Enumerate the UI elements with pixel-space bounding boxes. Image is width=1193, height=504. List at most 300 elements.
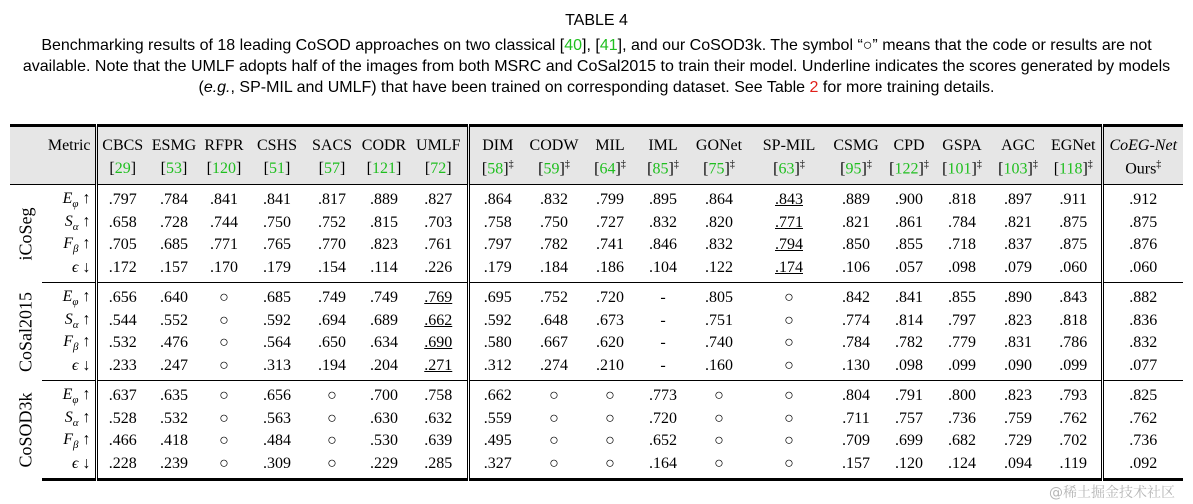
method-name: CSMG [828, 126, 884, 158]
method-ref-number: 101 [947, 160, 972, 178]
method-ref: [121] [358, 157, 410, 185]
score-cell: .794 [775, 236, 803, 254]
score-cell: ○ [784, 311, 794, 329]
score-cell: .805 [705, 289, 733, 307]
score-cell: .313 [248, 355, 306, 381]
score-cell: .106 [828, 257, 884, 283]
score-cell: .530 [370, 432, 398, 450]
arrow-up-icon: ↑ [82, 235, 91, 253]
metric-symbol: F [63, 431, 74, 449]
score-cell: .226 [410, 257, 468, 283]
metric-symbol: E [62, 288, 73, 306]
score-cell: .247 [148, 355, 200, 381]
score-cell: .815 [370, 213, 398, 231]
score-cell: ○ [219, 409, 229, 427]
score-cell: .793 [1059, 387, 1088, 405]
score-cell: .484 [263, 432, 291, 450]
score-cell: .271 [410, 355, 468, 381]
method-ref: [29] [96, 157, 148, 185]
score-cell: ○ [549, 432, 559, 450]
score-cell: ○ [688, 453, 750, 480]
table-caption-body [10, 35, 1183, 98]
ours-score-cell: .882 [1102, 283, 1183, 310]
metric-subscript: φ [72, 296, 79, 309]
score-cell: .090 [990, 355, 1046, 381]
score-cell: .727 [596, 213, 624, 231]
score-cell: .841 [210, 191, 238, 209]
score-cell: .832 [705, 236, 733, 254]
score-cell: .060 [1046, 257, 1102, 283]
dagger-mark: ‡ [976, 159, 982, 171]
score-cell: .694 [318, 311, 346, 329]
score-cell: .656 [263, 387, 291, 405]
metric-label [42, 408, 96, 431]
metric-label [42, 283, 96, 310]
metric-subscript: α [72, 220, 79, 233]
table-row [10, 234, 1183, 257]
table-row [10, 453, 1183, 480]
score-cell: .762 [1059, 409, 1088, 427]
dagger-mark: ‡ [729, 159, 735, 171]
table-row [10, 381, 1183, 408]
score-cell: .418 [160, 432, 188, 450]
method-ref-number: 63 [778, 160, 795, 178]
score-cell: .752 [318, 213, 346, 231]
score-cell: .685 [263, 289, 291, 307]
metric-label [42, 212, 96, 235]
method-ref-number: 75 [708, 160, 725, 178]
score-cell: .652 [649, 432, 677, 450]
dagger-mark: ‡ [923, 159, 929, 171]
dataset-label: CoSOD3k [15, 392, 36, 468]
caption-text: Benchmarking results of 18 leading CoSOD approaches on two classical [ [41, 37, 565, 54]
score-cell: .620 [596, 334, 624, 352]
score-cell: .720 [596, 289, 624, 307]
score-cell: .823 [370, 236, 398, 254]
score-cell: .855 [895, 236, 923, 254]
score-cell: .703 [424, 213, 453, 231]
benchmark-table-wrapper [10, 124, 1183, 481]
score-cell: .685 [160, 236, 188, 254]
score-cell: .709 [842, 432, 870, 450]
method-ref-number: 58 [487, 160, 504, 178]
ours-label: Ours [1125, 160, 1157, 178]
score-cell: .632 [424, 409, 453, 427]
score-cell: .846 [649, 236, 677, 254]
score-cell: .832 [649, 213, 677, 231]
score-cell: .821 [842, 213, 870, 231]
score-cell: .799 [596, 191, 624, 209]
score-cell: .635 [160, 387, 188, 405]
score-cell: .099 [1046, 355, 1102, 381]
score-cell: .821 [1004, 213, 1032, 231]
ours-score-cell: .876 [1102, 234, 1183, 257]
table-row [10, 257, 1183, 283]
score-cell: .229 [358, 453, 410, 480]
metric-label [42, 257, 96, 283]
score-cell: ○ [219, 334, 229, 352]
score-cell: .750 [263, 213, 291, 231]
metric-label [42, 453, 96, 480]
method-ref-number: 85 [652, 160, 669, 178]
score-cell: .752 [540, 289, 568, 307]
score-cell: .751 [705, 311, 733, 329]
score-cell: .327 [468, 453, 526, 480]
arrow-down-icon: ↓ [82, 356, 91, 374]
score-cell: .640 [160, 289, 188, 307]
metric-label [42, 355, 96, 381]
score-cell: ○ [327, 432, 337, 450]
score-cell: ○ [219, 432, 229, 450]
score-cell: .466 [96, 430, 148, 453]
score-cell: .634 [370, 334, 398, 352]
score-cell: .194 [306, 355, 358, 381]
score-cell: .699 [895, 432, 923, 450]
table-row [10, 185, 1183, 212]
score-cell: ○ [200, 453, 248, 480]
arrow-down-icon: ↓ [82, 454, 91, 472]
metric-symbol: F [63, 235, 74, 253]
score-cell: .797 [96, 185, 148, 212]
score-cell: ○ [549, 409, 559, 427]
score-cell: .890 [1004, 289, 1032, 307]
score-cell: .779 [948, 334, 976, 352]
score-cell: .667 [540, 334, 568, 352]
method-name: UMLF [410, 126, 468, 158]
metric-symbol: ϵ [72, 454, 79, 472]
score-cell: .843 [775, 191, 803, 209]
score-cell: .079 [990, 257, 1046, 283]
score-cell: .104 [638, 257, 688, 283]
score-cell: ○ [327, 387, 337, 405]
metric-symbol: ϵ [72, 258, 79, 276]
score-cell: .495 [468, 430, 526, 453]
score-cell: .875 [1059, 236, 1088, 254]
method-ref: [59]‡ [526, 157, 582, 185]
arrow-up-icon: ↑ [82, 431, 91, 449]
dataset-group-cell [10, 185, 42, 283]
score-cell: .784 [160, 191, 188, 209]
score-cell: ○ [784, 409, 794, 427]
score-cell: .658 [96, 212, 148, 235]
score-cell: .749 [370, 289, 398, 307]
score-cell: .720 [649, 409, 677, 427]
score-cell: .312 [468, 355, 526, 381]
caption-text: ], and our CoSOD3k. The symbol “○” means that the code or results are not available. Note that the UMLF adopts half of the images from both MSRC and CoSal2015 to train their model. Underline indicates the scores generated by models ( [22, 37, 1171, 96]
score-cell: .843 [1059, 289, 1088, 307]
score-cell: ○ [549, 387, 559, 405]
metric-label [42, 430, 96, 453]
method-name: CODR [358, 126, 410, 158]
dagger-mark: ‡ [1156, 159, 1162, 171]
score-cell: ○ [714, 387, 724, 405]
score-cell: .239 [148, 453, 200, 480]
score-cell: .823 [1004, 387, 1032, 405]
score-cell: .818 [1059, 311, 1088, 329]
method-ref: [57] [306, 157, 358, 185]
score-cell: .736 [948, 409, 976, 427]
score-cell: .157 [828, 453, 884, 480]
method-name: GSPA [934, 126, 990, 158]
dataset-group-cell [10, 381, 42, 480]
metric-symbol: ϵ [72, 356, 79, 374]
score-cell: .559 [468, 408, 526, 431]
metric-subscript: β [73, 243, 79, 256]
caption-text: ], [ [582, 37, 600, 54]
score-cell: .179 [248, 257, 306, 283]
metric-subscript: α [72, 416, 79, 429]
score-cell: .528 [96, 408, 148, 431]
score-cell: .164 [638, 453, 688, 480]
method-name: GONet [688, 126, 750, 158]
score-cell: ○ [306, 453, 358, 480]
score-cell: .630 [370, 409, 398, 427]
arrow-up-icon: ↑ [82, 386, 91, 404]
method-ref: [122]‡ [884, 157, 934, 185]
score-cell: .700 [370, 387, 398, 405]
score-cell: .662 [468, 381, 526, 408]
score-cell: .827 [424, 191, 453, 209]
method-ref: [72] [410, 157, 468, 185]
score-cell: .861 [895, 213, 923, 231]
table-row [10, 310, 1183, 333]
score-cell: .864 [468, 185, 526, 212]
score-cell: .099 [934, 355, 990, 381]
score-cell: - [638, 355, 688, 381]
score-cell: .662 [424, 311, 453, 329]
caption-text: for more training details. [818, 79, 995, 96]
table-row [10, 332, 1183, 355]
score-cell: .592 [263, 311, 291, 329]
method-ref-number: 51 [269, 160, 285, 177]
dagger-mark: ‡ [1087, 159, 1093, 171]
score-cell: .564 [263, 334, 291, 352]
dagger-mark: ‡ [508, 159, 514, 171]
score-cell: .758 [424, 387, 453, 405]
score-cell: .170 [200, 257, 248, 283]
score-cell: .094 [990, 453, 1046, 480]
score-cell: - [660, 289, 666, 307]
score-cell: .864 [705, 191, 733, 209]
score-cell: .639 [424, 432, 453, 450]
caption-ref: 41 [599, 37, 618, 54]
score-cell: ○ [750, 453, 828, 480]
score-cell: .544 [96, 310, 148, 333]
method-ref: [53] [148, 157, 200, 185]
score-cell: .770 [318, 236, 346, 254]
method-name: CPD [884, 126, 934, 158]
method-name: RFPR [200, 126, 248, 158]
score-cell: .711 [842, 409, 870, 427]
score-cell: .718 [948, 236, 976, 254]
method-name: IML [638, 126, 688, 158]
score-cell: .741 [596, 236, 624, 254]
score-cell: .114 [358, 257, 410, 283]
score-cell: .889 [842, 191, 870, 209]
score-cell: .800 [948, 387, 976, 405]
ours-score-cell: .912 [1102, 185, 1183, 212]
score-cell: .184 [526, 257, 582, 283]
ours-score-cell: .875 [1102, 212, 1183, 235]
metric-subscript: φ [72, 198, 79, 211]
arrow-up-icon: ↑ [82, 190, 91, 208]
method-name: DIM [468, 126, 526, 158]
score-cell: ○ [784, 432, 794, 450]
score-cell: ○ [605, 409, 615, 427]
score-cell: ○ [219, 387, 229, 405]
score-cell: .705 [96, 234, 148, 257]
score-cell: .695 [468, 283, 526, 310]
dagger-mark: ‡ [564, 159, 570, 171]
method-name: CBCS [96, 126, 148, 158]
score-cell: .773 [649, 387, 677, 405]
score-cell: .580 [468, 332, 526, 355]
method-ref-number: 121 [372, 160, 396, 177]
score-cell: .817 [318, 191, 346, 209]
method-ref: [85]‡ [638, 157, 688, 185]
method-name: ESMG [148, 126, 200, 158]
score-cell: .648 [540, 311, 568, 329]
score-cell: - [660, 311, 666, 329]
score-cell: .774 [842, 311, 870, 329]
method-ref-number: 95 [845, 160, 862, 178]
score-cell: .204 [358, 355, 410, 381]
caption-table-ref: 2 [809, 79, 819, 96]
score-cell: .791 [895, 387, 923, 405]
metric-symbol: F [63, 333, 74, 351]
metric-subscript: β [73, 341, 79, 354]
caption-italic: e.g. [203, 79, 231, 96]
header-row-names [10, 126, 1183, 158]
metric-label [42, 381, 96, 408]
score-cell: .160 [688, 355, 750, 381]
method-name: EGNet [1046, 126, 1102, 158]
dataset-label: CoSal2015 [15, 291, 36, 372]
metric-symbol: E [62, 386, 73, 404]
score-cell: .210 [582, 355, 638, 381]
dataset-label: iCoSeg [15, 207, 36, 261]
score-cell: .179 [468, 257, 526, 283]
score-cell: .837 [1004, 236, 1032, 254]
score-cell: .841 [263, 191, 291, 209]
score-cell: .728 [160, 213, 188, 231]
method-ref: [95]‡ [828, 157, 884, 185]
score-cell: .650 [318, 334, 346, 352]
score-cell: ○ [750, 355, 828, 381]
dagger-mark: ‡ [1032, 159, 1038, 171]
metric-label [42, 310, 96, 333]
watermark: @稀土掘金技术社区 [1049, 485, 1175, 501]
score-cell: .832 [540, 191, 568, 209]
method-name: MIL [582, 126, 638, 158]
score-cell: .309 [248, 453, 306, 480]
metric-header-blank [10, 157, 96, 185]
method-ref-number: 120 [212, 160, 236, 177]
metric-subscript: α [72, 318, 79, 331]
method-ref: [103]‡ [990, 157, 1046, 185]
score-cell: .120 [884, 453, 934, 480]
score-cell: .532 [160, 409, 188, 427]
ours-score-cell: .762 [1102, 408, 1183, 431]
score-cell: .154 [306, 257, 358, 283]
score-cell: .285 [410, 453, 468, 480]
metric-symbol: E [62, 190, 73, 208]
arrow-up-icon: ↑ [82, 310, 91, 328]
score-cell: .769 [424, 289, 453, 307]
method-ref: [64]‡ [582, 157, 638, 185]
ours-score-cell: .060 [1102, 257, 1183, 283]
table-row [10, 408, 1183, 431]
method-name: SP-MIL [750, 126, 828, 158]
score-cell: .563 [263, 409, 291, 427]
method-name: SACS [306, 126, 358, 158]
score-cell: .841 [895, 289, 923, 307]
caption-text: , SP-MIL and UMLF) that have been trained on corresponding dataset. See Table [230, 79, 810, 96]
method-ref-number: 103 [1003, 160, 1028, 178]
score-cell: .757 [895, 409, 923, 427]
method-ref-number: 64 [599, 160, 616, 178]
arrow-up-icon: ↑ [82, 288, 91, 306]
score-cell: .765 [263, 236, 291, 254]
score-cell: .823 [1004, 311, 1032, 329]
score-cell: ○ [784, 334, 794, 352]
table-row [10, 283, 1183, 310]
arrow-up-icon: ↑ [82, 212, 91, 230]
method-ref: [58]‡ [468, 157, 526, 185]
score-cell: .119 [1046, 453, 1102, 480]
ours-score-cell: .836 [1102, 310, 1183, 333]
metric-label [42, 185, 96, 212]
score-cell: .552 [160, 311, 188, 329]
dagger-mark: ‡ [620, 159, 626, 171]
score-cell: .797 [948, 311, 976, 329]
dagger-mark: ‡ [866, 159, 872, 171]
score-cell: .673 [596, 311, 624, 329]
score-cell: .797 [468, 234, 526, 257]
score-cell: .782 [540, 236, 568, 254]
score-cell: ○ [605, 387, 615, 405]
benchmark-table [10, 124, 1183, 481]
score-cell: .690 [424, 334, 453, 352]
method-ref: [75]‡ [688, 157, 750, 185]
score-cell: .831 [1004, 334, 1032, 352]
score-cell: .758 [468, 212, 526, 235]
score-cell: ○ [219, 311, 229, 329]
score-cell: .122 [688, 257, 750, 283]
score-cell: .900 [895, 191, 923, 209]
score-cell: .842 [842, 289, 870, 307]
score-cell: .804 [842, 387, 870, 405]
score-cell: .098 [884, 355, 934, 381]
score-cell: .172 [96, 257, 148, 283]
score-cell: ○ [784, 387, 794, 405]
ours-score-cell: .825 [1102, 381, 1183, 408]
metric-symbol: S [64, 408, 73, 426]
score-cell: .124 [934, 453, 990, 480]
score-cell: .098 [934, 257, 990, 283]
score-cell: ○ [784, 289, 794, 307]
header-row-refs [10, 157, 1183, 185]
table-row [10, 355, 1183, 381]
table-row [10, 212, 1183, 235]
metric-subscript: β [73, 439, 79, 452]
score-cell: ○ [714, 432, 724, 450]
score-cell: ○ [582, 453, 638, 480]
score-cell: .911 [1059, 191, 1087, 209]
dataset-group-cell [10, 283, 42, 381]
score-cell: .592 [468, 310, 526, 333]
score-cell: .057 [884, 257, 934, 283]
